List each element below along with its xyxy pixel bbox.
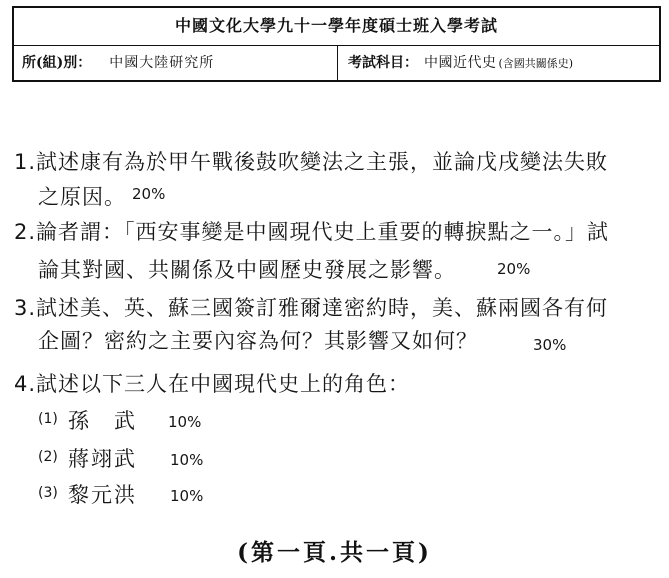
question-4-sub-2-name: 蔣翊武 bbox=[68, 447, 137, 471]
question-4-sub-1-percent: 10% bbox=[168, 413, 202, 431]
subject-note: (含國共關係史) bbox=[498, 57, 574, 70]
question-3-percent: 30% bbox=[533, 336, 567, 354]
question-3-line-1: 3.試述美、英、蘇三國簽訂雅爾達密約時，美、蘇兩國各有何 bbox=[14, 296, 609, 320]
question-2-line-2: 論其對國、共關係及中國歷史發展之影響。 bbox=[38, 258, 456, 282]
question-2-percent: 20% bbox=[497, 260, 531, 278]
question-1-line-1: 1.試述康有為於甲午戰後鼓吹變法之主張，並論戊戌變法失敗 bbox=[14, 150, 609, 174]
question-1-line-2: 之原因。 bbox=[38, 185, 126, 209]
exam-title: 中國文化大學九十一學年度碩士班入學考試 bbox=[14, 8, 659, 46]
question-4-sub-2-percent: 10% bbox=[170, 451, 204, 469]
question-4-sub-3-name: 黎元洪 bbox=[68, 483, 137, 507]
question-4-sub-2-number: (2) bbox=[38, 449, 58, 465]
question-2-line-1: 2.論者謂：「西安事變是中國現代史上重要的轉捩點之一。」試 bbox=[14, 220, 610, 244]
question-4-sub-1-name: 孫 武 bbox=[68, 409, 137, 433]
subject-value: 中國近代史 bbox=[424, 55, 497, 71]
question-4-sub-1-number: (1) bbox=[38, 411, 58, 427]
question-1-percent: 20% bbox=[132, 185, 166, 203]
question-4-sub-3-percent: 10% bbox=[170, 487, 204, 505]
question-4-sub-3-number: (3) bbox=[38, 485, 58, 501]
department-value: 中國大陸研究所 bbox=[109, 55, 215, 71]
department-label: 所(組)別： bbox=[22, 55, 92, 71]
question-3-line-2: 企圖？密約之主要內容為何？其影響又如何？ bbox=[38, 329, 478, 353]
question-4-line-1: 4.試述以下三人在中國現代史上的角色： bbox=[14, 372, 411, 396]
page-footer: (第一頁.共一頁) bbox=[237, 539, 432, 566]
subject-label: 考試科目： bbox=[348, 55, 418, 71]
